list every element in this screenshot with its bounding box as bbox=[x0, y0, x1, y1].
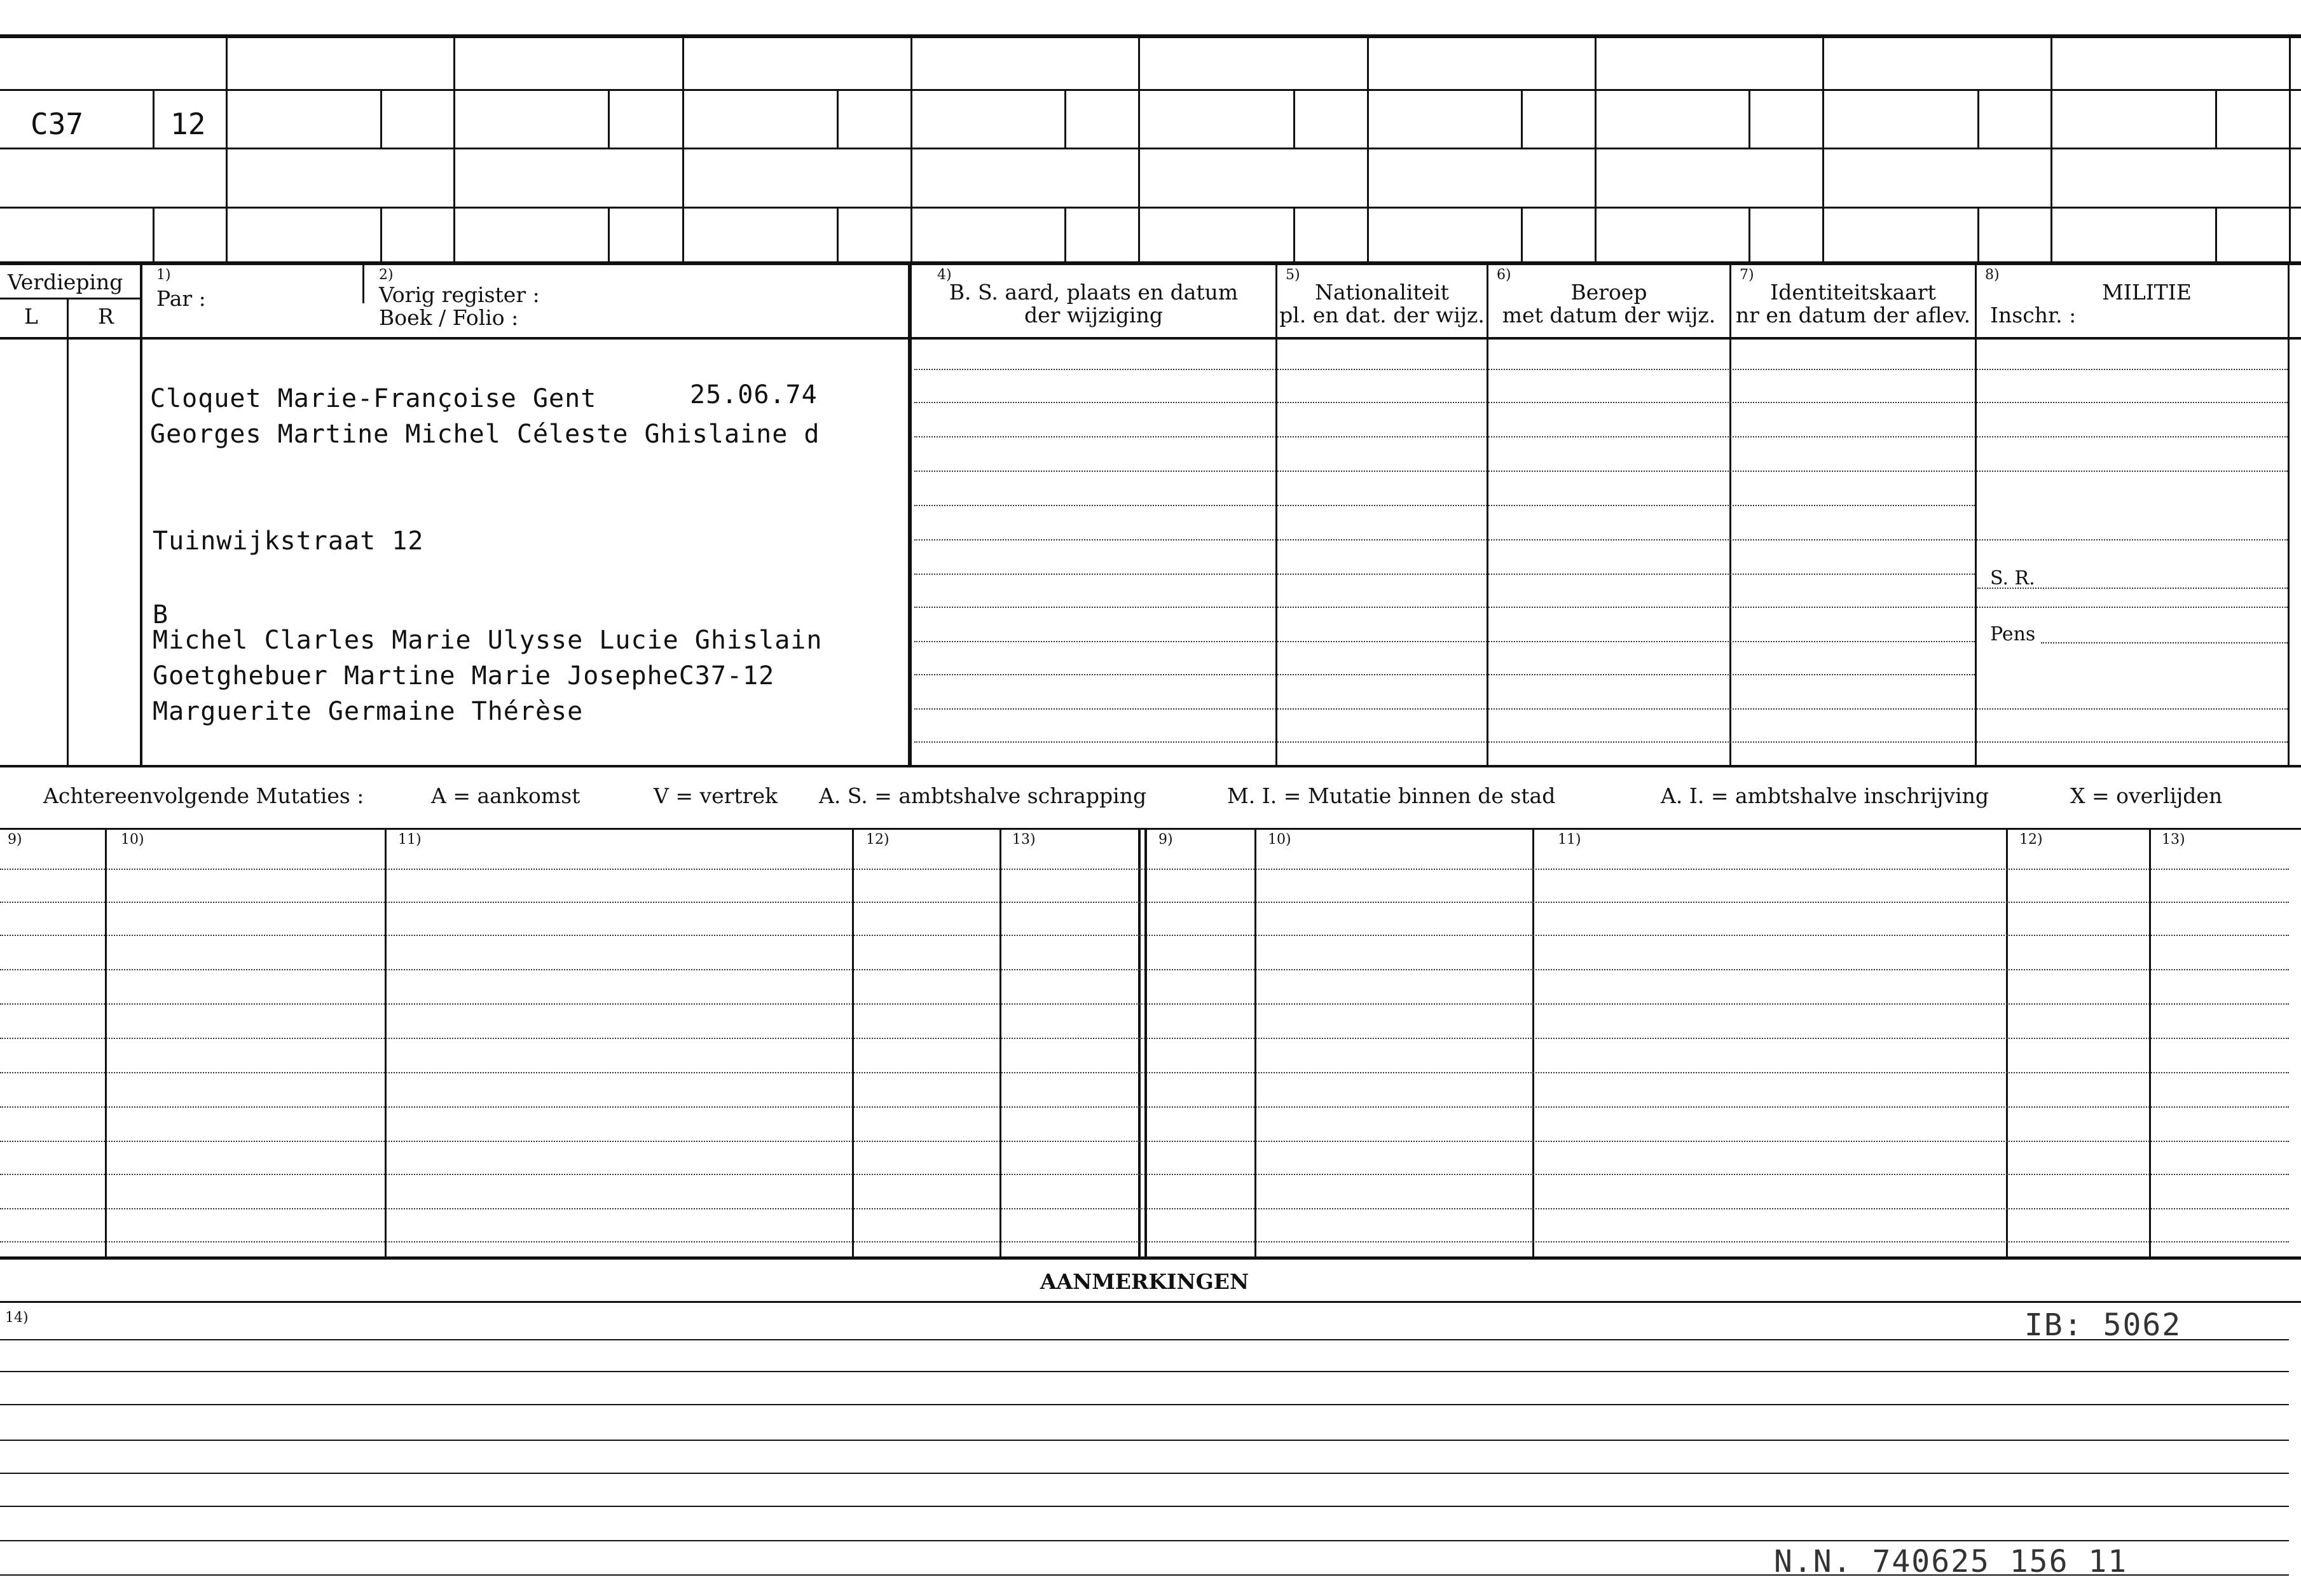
ruled-line bbox=[0, 902, 2289, 903]
ruled-line bbox=[0, 869, 2289, 870]
remarks-line bbox=[0, 1371, 2289, 1372]
ruled-line bbox=[0, 1208, 2289, 1209]
header-bottom-line bbox=[0, 337, 2301, 340]
header-v bbox=[140, 265, 142, 766]
mutations-v bbox=[1254, 830, 1256, 1257]
legend-vertrek: V = vertrek bbox=[654, 783, 778, 808]
ruled-line bbox=[914, 505, 1975, 506]
grid-tick bbox=[837, 91, 839, 148]
header-v bbox=[908, 265, 912, 766]
mutation-col-10: 10) bbox=[121, 832, 144, 848]
legend-schrapping: A. S. = ambtshalve schrapping bbox=[819, 783, 1147, 808]
ruled-line bbox=[0, 1003, 2289, 1005]
header-v bbox=[1487, 265, 1488, 766]
grid-tick bbox=[380, 209, 382, 261]
entry-name-line1: Cloquet Marie-Françoise Gent bbox=[150, 384, 597, 413]
field1-label: Par : bbox=[156, 286, 206, 311]
field5-line1: Nationaliteit bbox=[1315, 280, 1449, 305]
grid-v bbox=[910, 38, 912, 262]
entry-address: Tuinwijkstraat 12 bbox=[153, 526, 424, 556]
ruled-line bbox=[0, 1038, 2289, 1039]
field2-number: 2) bbox=[379, 267, 394, 283]
grid-v bbox=[1138, 38, 1140, 262]
mutation-col-11: 11) bbox=[398, 832, 422, 848]
legend-title: Achtereenvolgende Mutaties : bbox=[43, 783, 364, 808]
entry-name-line6: Goetghebuer Martine Marie JosepheC37-12 bbox=[153, 661, 775, 691]
mutation-col-10b: 10) bbox=[1268, 832, 1291, 848]
verdieping-split bbox=[0, 298, 141, 299]
register-code: C37 bbox=[31, 107, 84, 141]
mutations-v bbox=[852, 830, 854, 1257]
mutations-v bbox=[385, 830, 387, 1257]
header-v bbox=[1729, 265, 1731, 766]
header-v bbox=[1275, 265, 1277, 766]
field7-number: 7) bbox=[1740, 267, 1754, 283]
national-number: N.N. 740625 156 11 bbox=[1774, 1544, 2128, 1579]
grid-v bbox=[1595, 38, 1597, 262]
top-border bbox=[0, 34, 2301, 38]
grid-tick bbox=[1064, 91, 1066, 148]
header-v bbox=[362, 265, 364, 303]
grid-v bbox=[1822, 38, 1824, 262]
ruled-line bbox=[0, 1072, 2289, 1073]
grid-v bbox=[2289, 38, 2291, 262]
field4-number: 4) bbox=[937, 267, 952, 283]
mutations-v bbox=[1138, 830, 1141, 1257]
mutations-v bbox=[2006, 830, 2008, 1257]
field6-line1: Beroep bbox=[1570, 280, 1647, 305]
field2-line2: Boek / Folio : bbox=[379, 305, 519, 330]
mutation-col-11b: 11) bbox=[1558, 832, 1581, 848]
grid-tick bbox=[608, 209, 610, 261]
ib-number: IB: 5062 bbox=[2024, 1307, 2182, 1343]
entry-date: 25.06.74 bbox=[690, 380, 818, 409]
remarks-title: AANMERKINGEN bbox=[1040, 1269, 1249, 1294]
legend-inschrijving: A. I. = ambtshalve inschrijving bbox=[1661, 783, 1989, 808]
header-v bbox=[1975, 265, 1977, 766]
mutation-col-12b: 12) bbox=[2019, 832, 2043, 848]
field6-line2: met datum der wijz. bbox=[1502, 303, 1716, 327]
grid-tick bbox=[1977, 209, 1979, 261]
ruled-line bbox=[914, 471, 2288, 472]
ruled-line bbox=[0, 1141, 2289, 1142]
mutation-col-12: 12) bbox=[866, 832, 889, 848]
ruled-line bbox=[914, 402, 2288, 403]
ruled-line bbox=[914, 641, 1975, 642]
remarks-line bbox=[0, 1506, 2289, 1507]
militie-title: MILITIE bbox=[2102, 280, 2192, 305]
left-label: L bbox=[24, 304, 38, 329]
entry-bottom-line bbox=[0, 765, 2301, 767]
mutations-bottom-line bbox=[0, 1256, 2301, 1260]
grid-tick bbox=[1748, 91, 1750, 148]
ruled-line bbox=[0, 969, 2289, 970]
field4-line2: der wijziging bbox=[1024, 303, 1163, 327]
grid-v bbox=[682, 38, 684, 262]
grid-tick bbox=[1521, 91, 1523, 148]
grid-tick bbox=[1293, 209, 1295, 261]
militie-sr: S. R. bbox=[1990, 567, 2035, 589]
remarks-line bbox=[0, 1339, 2289, 1340]
legend-mutatie: M. I. = Mutatie binnen de stad bbox=[1227, 783, 1556, 808]
grid-tick bbox=[1977, 91, 1979, 148]
mutations-v bbox=[1532, 830, 1534, 1257]
top-grid-line bbox=[0, 207, 2301, 209]
grid-tick bbox=[2215, 209, 2217, 261]
right-label: R bbox=[98, 304, 114, 329]
remarks-line bbox=[0, 1404, 2289, 1405]
mutation-col-13b: 13) bbox=[2162, 832, 2185, 848]
grid-tick bbox=[153, 209, 155, 261]
header-v bbox=[2288, 265, 2290, 766]
verdieping-label: Verdieping bbox=[8, 270, 123, 294]
field6-number: 6) bbox=[1497, 267, 1511, 283]
header-v bbox=[67, 298, 69, 766]
top-grid-line bbox=[0, 148, 2301, 149]
legend-overlijden: X = overlijden bbox=[2070, 783, 2223, 808]
mutation-col-9: 9) bbox=[8, 832, 22, 848]
mutations-v bbox=[105, 830, 107, 1257]
register-number: 12 bbox=[170, 107, 206, 141]
entry-marker: B bbox=[153, 600, 169, 629]
ruled-line bbox=[914, 539, 2288, 540]
grid-tick bbox=[2215, 91, 2217, 148]
entry-name-line7: Marguerite Germaine Thérèse bbox=[153, 697, 584, 726]
ruled-line bbox=[0, 1174, 2289, 1175]
ruled-line bbox=[2041, 642, 2288, 643]
grid-v bbox=[226, 38, 228, 262]
remarks-number: 14) bbox=[5, 1310, 29, 1326]
legend-aankomst: A = aankomst bbox=[431, 783, 580, 808]
grid-tick bbox=[1293, 91, 1295, 148]
field7-line2: nr en datum der aflev. bbox=[1735, 303, 1971, 327]
remarks-line bbox=[0, 1440, 2289, 1441]
ruled-line bbox=[914, 741, 2288, 743]
ruled-line bbox=[0, 1106, 2289, 1108]
top-grid-line bbox=[0, 89, 2301, 91]
remarks-top-line bbox=[0, 1301, 2301, 1303]
grid-tick bbox=[837, 209, 839, 261]
field4-line1: B. S. aard, plaats en datum bbox=[949, 280, 1239, 305]
field1-number: 1) bbox=[156, 267, 171, 283]
ruled-line bbox=[914, 436, 2288, 437]
grid-v bbox=[453, 38, 455, 262]
grid-tick bbox=[1748, 209, 1750, 261]
grid-tick bbox=[1064, 209, 1066, 261]
mutations-v bbox=[1144, 830, 1147, 1257]
ruled-line bbox=[0, 935, 2289, 936]
ruled-line bbox=[914, 674, 1975, 675]
mutation-col-13: 13) bbox=[1012, 832, 1036, 848]
ruled-line bbox=[914, 574, 1975, 575]
remarks-line bbox=[0, 1540, 2289, 1541]
mutation-col-9b: 9) bbox=[1158, 832, 1173, 848]
ruled-line bbox=[914, 607, 2288, 608]
grid-v bbox=[2050, 38, 2052, 262]
grid-tick bbox=[153, 91, 155, 148]
militie-inschr: Inschr. : bbox=[1990, 303, 2077, 327]
mutations-v bbox=[2149, 830, 2151, 1257]
entry-name-line2: Georges Martine Michel Céleste Ghislaine d bbox=[150, 420, 820, 449]
field7-line1: Identiteitskaart bbox=[1770, 280, 1936, 305]
grid-v bbox=[1367, 38, 1369, 262]
mutations-v bbox=[999, 830, 1001, 1257]
field5-line2: pl. en dat. der wijz. bbox=[1279, 303, 1485, 327]
field2-line1: Vorig register : bbox=[379, 282, 540, 307]
grid-tick bbox=[380, 91, 382, 148]
field5-number: 5) bbox=[1286, 267, 1300, 283]
entry-name-line5: Michel Clarles Marie Ulysse Lucie Ghislain bbox=[153, 626, 823, 655]
ruled-line bbox=[0, 1241, 2289, 1242]
ruled-line bbox=[914, 708, 2288, 710]
remarks-line bbox=[0, 1473, 2289, 1474]
ruled-line bbox=[914, 369, 2288, 370]
grid-tick bbox=[1521, 209, 1523, 261]
grid-tick bbox=[608, 91, 610, 148]
militie-pens: Pens bbox=[1990, 623, 2036, 645]
mutations-top-line bbox=[0, 828, 2301, 830]
field8-number: 8) bbox=[1985, 267, 2000, 283]
top-grid-bottom bbox=[0, 261, 2301, 265]
